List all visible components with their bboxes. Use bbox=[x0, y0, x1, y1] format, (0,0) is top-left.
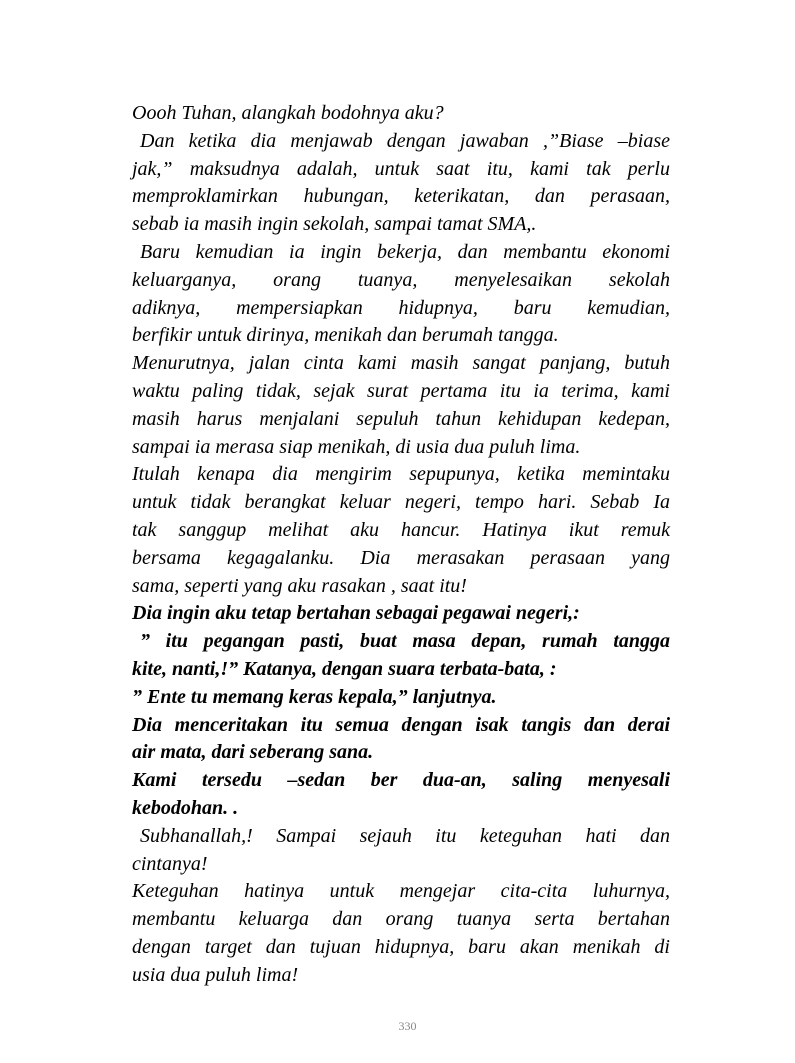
text-line: berfikir untuk dirinya, menikah dan berumah tangga. bbox=[132, 324, 559, 347]
page-number: 330 bbox=[398, 1019, 417, 1033]
text-line: Keteguhan hatinya untuk mengejar cita-cita luhurnya, bbox=[132, 880, 670, 903]
text-line: untuk tidak berangkat keluar negeri, tempo hari. Sebab Ia bbox=[132, 491, 670, 514]
text-line: keluarganya, orang tuanya, menyelesaikan sekolah bbox=[132, 268, 670, 291]
text-line: Dan ketika dia menjawab dengan jawaban ,”Biase –biase bbox=[140, 129, 670, 152]
text-line: Oooh Tuhan, alangkah bodohnya aku? bbox=[132, 102, 444, 124]
text-line: cintanya! bbox=[132, 852, 208, 875]
text-line-bold: kebodohan. . bbox=[132, 796, 239, 819]
text-line: Baru kemudian ia ingin bekerja, dan membantu ekonomi bbox=[140, 240, 670, 263]
text-line: tak sanggup melihat aku hancur. Hatinya ikut remuk bbox=[132, 518, 670, 541]
text-line: waktu paling tidak, sejak surat pertama itu ia terima, kami bbox=[132, 379, 670, 402]
text-line-bold: ” itu pegangan pasti, buat masa depan, rumah tangga bbox=[140, 630, 670, 653]
text-line: sama, seperti yang aku rasakan , saat itu! bbox=[132, 574, 467, 597]
text-line: sampai ia merasa siap menikah, di usia dua puluh lima. bbox=[132, 435, 581, 458]
text-line: sebab ia masih ingin sekolah, sampai tamat SMA,. bbox=[132, 213, 537, 236]
text-line: memproklamirkan hubungan, keterikatan, dan perasaan, bbox=[132, 185, 670, 208]
text-line: Menurutnya, jalan cinta kami masih sangat panjang, butuh bbox=[132, 352, 670, 375]
text-line-bold: Dia ingin aku tetap bertahan sebagai pegawai negeri,: bbox=[132, 602, 580, 625]
text-line: Subhanallah,! Sampai sejauh itu keteguhan hati dan bbox=[140, 824, 670, 847]
text-line: Itulah kenapa dia mengirim sepupunya, ketika memintaku bbox=[132, 463, 670, 486]
text-line: dengan target dan tujuan hidupnya, baru akan menikah di bbox=[132, 935, 670, 958]
text-line: membantu keluarga dan orang tuanya serta bertahan bbox=[132, 908, 670, 931]
text-line: masih harus menjalani sepuluh tahun kehidupan kedepan, bbox=[132, 407, 670, 430]
text-line-bold: Dia menceritakan itu semua dengan isak tangis dan derai bbox=[132, 713, 670, 736]
body-text bbox=[132, 100, 670, 990]
text-line: bersama kegagalanku. Dia merasakan perasaan yang bbox=[132, 546, 670, 569]
text-line-bold: kite, nanti,!” Katanya, dengan suara terbata-bata, : bbox=[132, 657, 557, 680]
text-line-bold: ” Ente tu memang keras kepala,” lanjutnya. bbox=[132, 685, 497, 708]
text-line-bold: air mata, dari seberang sana. bbox=[132, 741, 374, 764]
text-line: usia dua puluh lima! bbox=[132, 963, 299, 986]
text-line: adiknya, mempersiapkan hidupnya, baru kemudian, bbox=[132, 296, 670, 319]
text-line-bold: Kami tersedu –sedan ber dua-an, saling menyesali bbox=[132, 769, 670, 792]
text-line: jak,” maksudnya adalah, untuk saat itu, kami tak perlu bbox=[132, 157, 670, 180]
